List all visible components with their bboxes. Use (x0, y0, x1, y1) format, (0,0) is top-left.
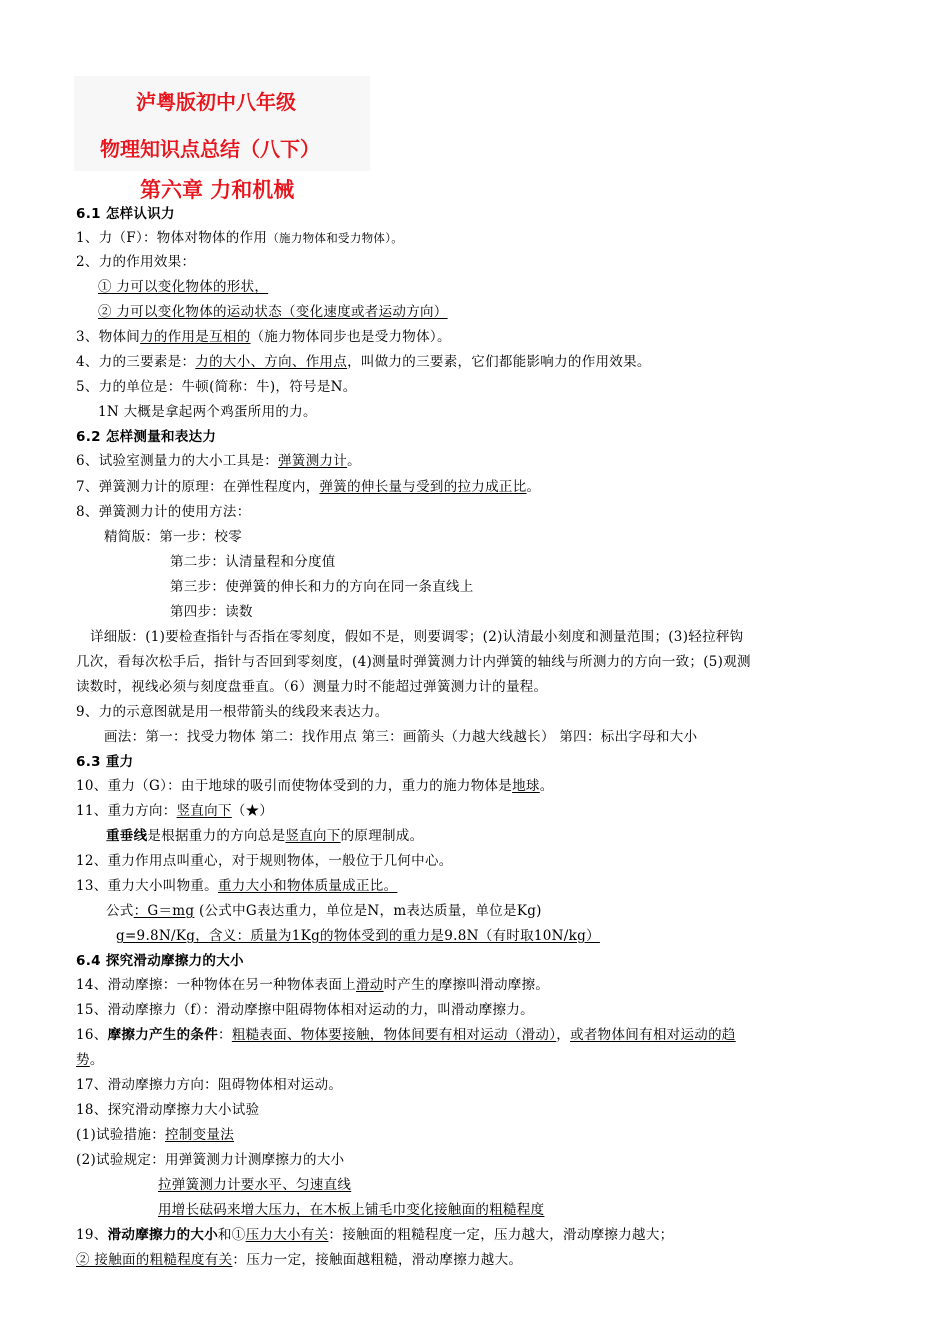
item-17: 17、滑动摩擦力方向：阻碍物体相对运动。 (76, 1077, 343, 1093)
item-16: 16、摩擦力产生的条件：粗糙表面、物体要接触，物体间要有相对运动（滑动），或者物体间有相对运动的趋 (76, 1027, 736, 1043)
detail-line-2: 几次，看每次松手后，指针与否回到零刻度，(4)测量时弹簧测力计内弹簧的轴线与所测力的方向一致；(5)观测 (76, 654, 751, 670)
step-2: 第二步：认清量程和分度值 (170, 554, 336, 570)
item-18-method: (1)试验措施：控制变量法 (76, 1127, 235, 1143)
item-2-effect-2: ② 力可以变化物体的运动状态（变化速度或者运动方向） (98, 304, 448, 320)
item-12: 12、重力作用点叫重心，对于规则物体，一般位于几何中心。 (76, 853, 453, 869)
item-1: 1、力（F）：物体对物体的作用（施力物体和受力物体）。 (76, 230, 404, 246)
item-15: 15、滑动摩擦力（f）：滑动摩擦中阻碍物体相对运动的力，叫滑动摩擦力。 (76, 1002, 534, 1018)
item-14: 14、滑动摩擦：一种物体在另一种物体表面上滑动时产生的摩擦叫滑动摩擦。 (76, 977, 550, 993)
section-6-1-heading: 6.1 怎样认识力 (76, 206, 175, 222)
item-9: 9、力的示意图就是用一根带箭头的线段来表达力。 (76, 704, 389, 720)
step-4: 第四步：读数 (170, 604, 253, 620)
item-6: 6、试验室测量力的大小工具是：弹簧测力计。 (76, 453, 361, 469)
item-18-rule-2: 用增长砝码来增大压力，在木板上铺毛巾变化接触面的粗糙程度 (158, 1202, 545, 1218)
item-18: 18、探究滑动摩擦力大小试验 (76, 1102, 260, 1118)
item-4: 4、力的三要素是：力的大小、方向、作用点，叫做力的三要素，它们都能影响力的作用效果。 (76, 354, 651, 370)
item-19: 19、滑动摩擦力的大小和①压力大小有关：接触面的粗糙程度一定，压力越大，滑动摩擦力越大； (76, 1227, 674, 1243)
item-18-rule-1: 拉弹簧测力计要水平、匀速直线 (158, 1177, 352, 1193)
item-19-cont: ② 接触面的粗糙程度有关：压力一定，接触面越粗糙，滑动摩擦力越大。 (76, 1252, 523, 1268)
step-1: 精简版：第一步：校零 (104, 529, 242, 545)
step-3: 第三步：使弹簧的伸长和力的方向在同一条直线上 (170, 579, 474, 595)
section-6-3-heading: 6.3 重力 (76, 754, 134, 770)
chapter-title: 第六章 力和机械 (140, 178, 295, 202)
item-5: 5、力的单位是：牛顿(简称：牛)，符号是N。 (76, 379, 357, 395)
item-5-note: 1N 大概是拿起两个鸡蛋所用的力。 (98, 404, 317, 420)
doc-title-line1: 泸粤版初中八年级 (136, 90, 296, 114)
formula-g-meaning: g=9.8N/Kg，含义：质量为1Kg的物体受到的重力是9.8N（有时取10N/kg） (116, 928, 600, 944)
item-13: 13、重力大小叫物重。重力大小和物体质量成正比。 (76, 878, 398, 894)
item-11-plumb: 重垂线是根据重力的方向总是竖直向下的原理制成。 (106, 828, 424, 844)
formula-line: 公式：G＝mg (公式中G表达重力，单位是N，m表达质量，单位是Kg) (106, 903, 542, 919)
section-6-4-heading: 6.4 探究滑动摩擦力的大小 (76, 953, 244, 969)
section-6-2-heading: 6.2 怎样测量和表达力 (76, 429, 217, 445)
item-7: 7、弹簧测力计的原理：在弹性程度内，弹簧的伸长量与受到的拉力成正比。 (76, 479, 541, 495)
item-18-rule: (2)试验规定：用弹簧测力计测摩擦力的大小 (76, 1152, 345, 1168)
item-8: 8、弹簧测力计的使用方法： (76, 504, 251, 520)
item-10: 10、重力（G）：由于地球的吸引而使物体受到的力，重力的施力物体是地球。 (76, 778, 554, 794)
item-3: 3、物体间力的作用是互相的（施力物体同步也是受力物体）。 (76, 329, 451, 345)
item-11: 11、重力方向：竖直向下（★） (76, 803, 274, 819)
detail-line-1: 详细版：(1)要检查指针与否指在零刻度，假如不是，则要调零；(2)认清最小刻度和测量范围；(3)轻拉秤钩 (90, 629, 744, 645)
item-9-method: 画法：第一：找受力物体 第二：找作用点 第三：画箭头（力越大线越长） 第四：标出字母和大小 (104, 729, 698, 745)
item-2: 2、力的作用效果： (76, 254, 196, 270)
doc-title-line2: 物理知识点总结（八下） (100, 137, 320, 161)
item-16-cont: 势。 (76, 1052, 104, 1068)
item-2-effect-1: ① 力可以变化物体的形状， (98, 279, 269, 295)
detail-line-3: 读数时，视线必须与刻度盘垂直。（6）测量力时不能超过弹簧测力计的量程。 (76, 679, 548, 695)
